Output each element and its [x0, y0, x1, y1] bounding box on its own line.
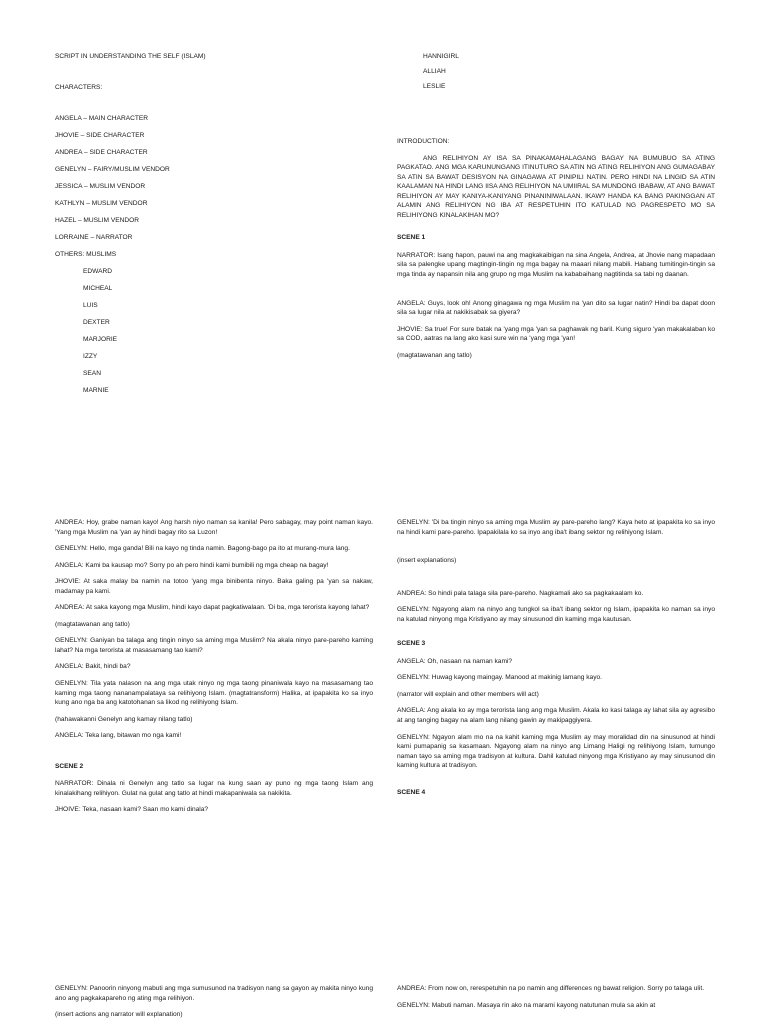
script-line: GENELYN: Ngayong alam na ninyo ang tungkol sa iba't ibang sektor ng Islam, ipapakita ko naman sa inyo na katulad ninyong mga Kristiyano ay may sinusunod din kaming mga kautusan. — [397, 606, 715, 623]
member-item: LUIS — [83, 302, 98, 309]
stage-direction: (magtatawanan ang tatlo) — [397, 351, 472, 359]
script-line: NARRATOR: Isang hapon, pauwi na ang magkakaibigan na sina Angela, Andrea, at Jhovie nang mapadaan sila sa palengke upang magtingin-tingin ng mga bagay na maaari nilang mabili. Habang tumitingin-tingin sa mga tinda ay napansin nila ang grupo ng mga Muslim na kababaihang nagtitinda sa tabi ng daanan. — [397, 251, 715, 279]
stage-direction: (hahawakanni Genelyn ang kamay nilang tatlo) — [55, 715, 193, 723]
character-item: KATHLYN – MUSLIM VENDOR — [55, 200, 148, 207]
script-line: JHOVIE: Sa true! For sure batak na 'yang mga 'yan sa paghawak ng baril. Kung siguro 'yan makakalaban ko sa COD, aatras na lang ako kasi sure win na 'yang mga 'yan! — [397, 325, 715, 343]
page-6 — [397, 984, 715, 1017]
script-line: ANGELA: Bakit, hindi ba? — [55, 663, 131, 671]
author-name: HANNIGIRL — [423, 53, 459, 60]
member-item: MARJORIE — [83, 336, 118, 343]
page-2 — [397, 52, 715, 367]
character-item: ANDREA – SIDE CHARACTER — [55, 149, 148, 156]
member-item: EDWARD — [83, 268, 113, 275]
character-item: OTHERS: MUSLIMS — [55, 251, 117, 258]
page-3 — [55, 518, 373, 822]
script-line: GENELYN: Mabuti naman. Masaya rin ako na marami kayong natutunan mula sa akin at — [397, 1001, 656, 1009]
script-line: ANDREA: Hoy, grabe naman kayo! Ang harsh niyo naman sa kanila! Pero sabagay, may point naman kayo. 'Yang mga Muslim na 'yan ay hindi bagay rito sa Luzon! — [55, 519, 373, 536]
page-1 — [55, 52, 373, 403]
member-item: SEAN — [83, 370, 101, 377]
introduction-heading: INTRODUCTION: — [397, 138, 450, 145]
member-item: IZZY — [83, 353, 98, 360]
character-item: HAZEL – MUSLIM VENDOR — [55, 217, 140, 224]
others-list — [55, 267, 373, 403]
script-line: JHOIVE: Teka, nasaan kami? Saan mo kami dinala? — [55, 806, 209, 814]
scene-heading: SCENE 1 — [397, 234, 426, 242]
script-line: GENELYN: Ngayon alam mo na na kahit kaming mga Muslim ay may moralidad din na sinusunod at hindi kami pumapanig sa kasamaan. Ngayong alam na ninyo ang Limang Haligi ng relihiyong Islam, tumungo naman tayo sa aming mga tradisyon at kultura. Dahil katulad ninyong mga Kristiyano ay may sinusunod din kaming kultura at tradisyon. — [397, 733, 715, 770]
scene-heading: SCENE 2 — [55, 762, 84, 770]
member-item: MICHEAL — [83, 285, 113, 292]
character-item: JHOVIE – SIDE CHARACTER — [55, 132, 145, 139]
author-list — [395, 52, 715, 97]
script-line: GENELYN: Ganiyan ba talaga ang tingin ninyo sa aming mga Muslim? Na akala ninyo pare-pareho kaming lahat? Na mga terorista at masasamang tao kami? — [55, 637, 373, 654]
member-item: MARNIE — [83, 387, 109, 394]
script-line: GENELYN: 'Di ba tingin ninyo sa aming mga Muslim ay pare-pareho lang? Kaya heto at ipapakita ko sa inyo na hindi kami pare-pareho. Ipapakilala ko sa inyo ang iba't ibang sektor ng relihiyong Islam. — [397, 519, 715, 536]
script-line: JHOVIE: At saka malay ba namin na totoo 'yang mga binibenta ninyo. Baka galing pa 'yan sa nakaw, madamay pa kami. — [55, 578, 373, 595]
stage-direction: (insert explanations) — [397, 557, 457, 565]
scene-heading: SCENE 4 — [397, 788, 426, 796]
stage-direction: (narrator will explain and other members will act) — [397, 690, 539, 698]
introduction-text: ANG RELIHIYON AY ISA SA PINAKAMAHALAGANG BAGAY NA BUMUBUO SA ATING PAGKATAO. ANG MGA KARUNUNGANG ITINUTURO SA ATIN NG ATING RELIHIYON ANG GUMAGABAY SA ATIN SA BAWAT DESISYON NA GINAGAWA AT PINIPILI NATIN. PERO HINDI NA LINGID SA ATIN KAALAMAN NA HINDI LANG IISA ANG RELIHIYON NA UMIIRAL SA MUNDONG IBABAW, AT ANG BAWAT RELIHIYON AY MAY KANIYA-KANIYANG PINANINIWALAAN. IKAW? HANDA KA BANG PAKINGGAN AT ALAMIN ANG RELIHIYON NG IBA AT RESPETUHIN ITO KATULAD NG PAGRESPETO MO SA RELIHIYONG KINALAKIHAN MO? — [397, 154, 715, 219]
script-line: GENELYN: Hello, mga ganda! Bili na kayo ng tinda namin. Bagong-bago pa ito at murang-mura lang. — [55, 545, 350, 553]
script-line: ANDREA: From now on, rerespetuhin na po namin ang differences ng bawat religion. Sorry po talaga ulit. — [397, 985, 705, 992]
scene-heading: SCENE 3 — [397, 640, 426, 648]
script-line: GENELYN: Panoorin ninyong mabuti ang mga sumusunod na tradisyon nang sa gayon ay makita ninyo kung ano ang pagkakapareho ng ating mga relihiyon. — [55, 985, 373, 1002]
script-line: ANGELA: Guys, look oh! Anong ginagawa ng mga Muslim na 'yan dito sa lugar natin? Hindi ba dapat doon sila sa lugar nila at nakikisabak sa giyera? — [397, 299, 715, 317]
script-line: ANGELA: Kami ba kausap mo? Sorry po ah pero hindi kami bumibili ng mga cheap na bagay! — [55, 561, 329, 569]
script-title: SCRIPT IN UNDERSTANDING THE SELF (ISLAM) — [55, 53, 206, 60]
page-4 — [397, 518, 715, 805]
page-5 — [55, 984, 373, 1027]
script-line: ANGELA: Teka lang, bitawan mo nga kami! — [55, 732, 182, 740]
script-line: ANGELA: Ang akala ko ay mga terorista lang ang mga Muslim. Akala ko kasi talaga ay lahat sila ay agresibo at ang tanging bagay na alam lang nilang gawin ay makipaggiyera. — [397, 707, 715, 725]
character-item: LORRAINE – NARRATOR — [55, 234, 133, 241]
characters-heading: CHARACTERS: — [55, 84, 103, 91]
script-line: ANDREA: So hindi pala talaga sila pare-pareho. Nagkamali ako sa pagkakaalam ko. — [397, 589, 644, 597]
script-line: NARRATOR: Dinala ni Genelyn ang tatlo sa lugar na kung saan ay puno ng mga taong Islam ang kinalakihang relihiyon. Gulat na gulat ang tatlo at hindi makapaniwala sa nakikita. — [55, 780, 373, 797]
author-name: ALLIAH — [423, 68, 446, 75]
character-list — [55, 114, 373, 267]
script-line: ANDREA: At saka kayong mga Muslim, hindi kayo dapat pagkatiwalaan. 'Di ba, mga terorista kayong lahat? — [55, 604, 370, 612]
script-line: ANGELA: Oh, nasaan na naman kami? — [397, 657, 513, 665]
script-line: GENELYN: Huwag kayong maingay. Manood at makinig lamang kayo. — [397, 674, 602, 682]
character-item: ANGELA – MAIN CHARACTER — [55, 115, 149, 122]
stage-direction: (insert actions ang narrator will explanation) — [55, 1011, 183, 1019]
member-item: DEXTER — [83, 319, 110, 326]
script-line: GENELYN: Tila yata nalason na ang mga utak ninyo ng mga taong pinaniwala kayo na masasamang tao kaming mga taong nananampalataya sa relihiyong Islam. (magtatransform) Halika, at ipapakita ko sa inyo kung ano nga ba ang katotohanan sa likod ng relihiyong Islam. — [55, 680, 373, 707]
stage-direction: (magtatawanan ang tatlo) — [55, 620, 130, 628]
author-name: LESLIE — [423, 83, 446, 90]
character-item: JESSICA – MUSLIM VENDOR — [55, 183, 146, 190]
character-item: GENELYN – FAIRY/MUSLIM VENDOR — [55, 166, 170, 173]
